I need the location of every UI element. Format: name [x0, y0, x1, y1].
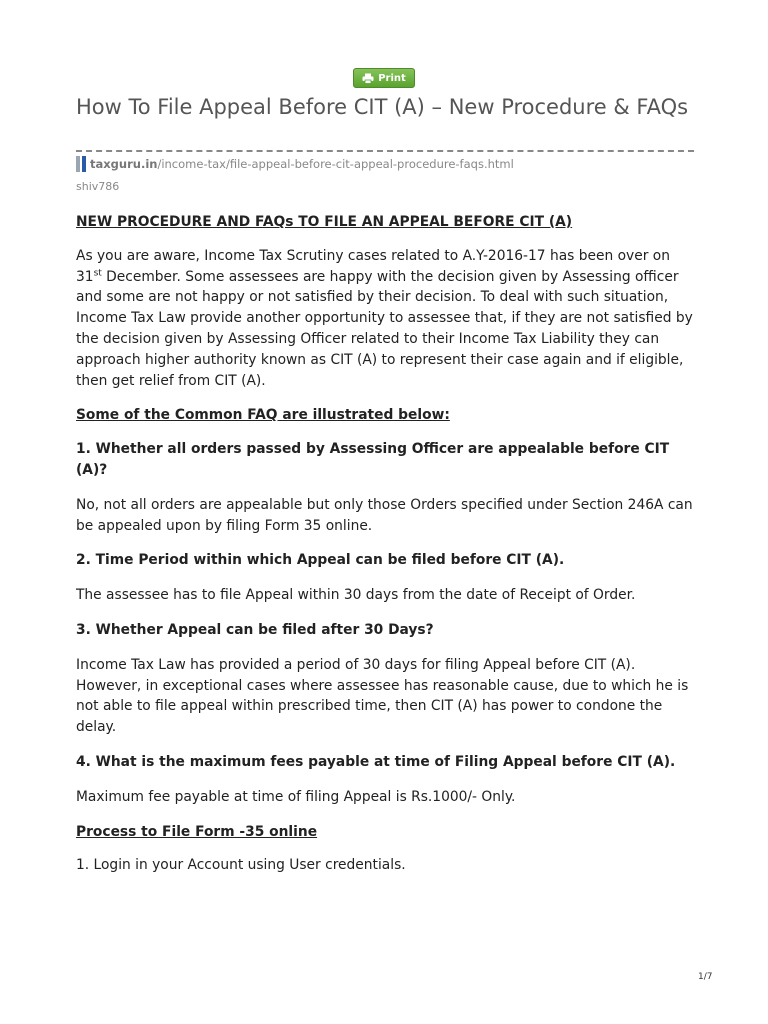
print-label: Print [378, 72, 406, 84]
source-path[interactable]: /income-tax/file-appeal-before-cit-appeal-procedure-faqs.html [157, 157, 514, 171]
page-number: 1/7 [698, 972, 713, 982]
intro-paragraph: As you are aware, Income Tax Scrutiny cases related to A.Y-2016-17 has been over on 31st December. Some assessees are happy with the decision given by Assessing officer and some are not happy or not satisfied by their decision. To deal with such situation, Income Tax Law provide another opportunity to assessee that, if they are not satisfied by the decision given by Assessing Officer related to their Income Tax Liability they can approach higher authority known as CIT (A) to represent their case again and if eligible, then get relief from CIT (A). [76, 247, 693, 389]
faq-question-3: 3. Whether Appeal can be filed after 30 Days? [76, 621, 434, 638]
source-link[interactable] [76, 156, 514, 172]
faq-answer-1: No, not all orders are appealable but only those Orders specified under Section 246A can be appealed upon by filing Form 35 online. [76, 496, 693, 534]
faq-question-2: 2. Time Period within which Appeal can be filed before CIT (A). [76, 552, 565, 569]
article-title: How To File Appeal Before CIT (A) – New Procedure & FAQs [76, 95, 689, 119]
printer-icon [362, 73, 374, 84]
faq-question-1: 1. Whether all orders passed by Assessing Officer are appealable before CIT (A)? [76, 441, 670, 478]
faq-question-4: 4. What is the maximum fees payable at time of Filing Appeal before CIT (A). [76, 753, 676, 770]
heading-process: Process to File Form -35 online [76, 823, 318, 840]
process-step-1: 1. Login in your Account using User credentials. [76, 857, 406, 874]
taxguru-logo-icon [76, 156, 86, 172]
source-domain[interactable]: taxguru.in [90, 157, 158, 171]
heading-faq: Some of the Common FAQ are illustrated below: [76, 407, 450, 424]
heading-main: NEW PROCEDURE AND FAQs TO FILE AN APPEAL BEFORE CIT (A) [76, 214, 573, 230]
faq-answer-3: Income Tax Law has provided a period of 30 days for filing Appeal before CIT (A). However, in exceptional cases where assessee has reasonable cause, due to which he is not able to file appeal within prescribed time, then CIT (A) has power to condone the delay. [76, 656, 689, 736]
article-body [76, 212, 696, 890]
faq-answer-2: The assessee has to file Appeal within 30 days from the date of Receipt of Order. [76, 587, 636, 604]
faq-answer-4: Maximum fee payable at time of filing Appeal is Rs.1000/- Only. [76, 788, 516, 805]
print-button[interactable] [353, 68, 415, 88]
ordinal-suffix: st [93, 268, 102, 278]
title-divider [76, 150, 694, 152]
author-name: shiv786 [76, 180, 120, 193]
